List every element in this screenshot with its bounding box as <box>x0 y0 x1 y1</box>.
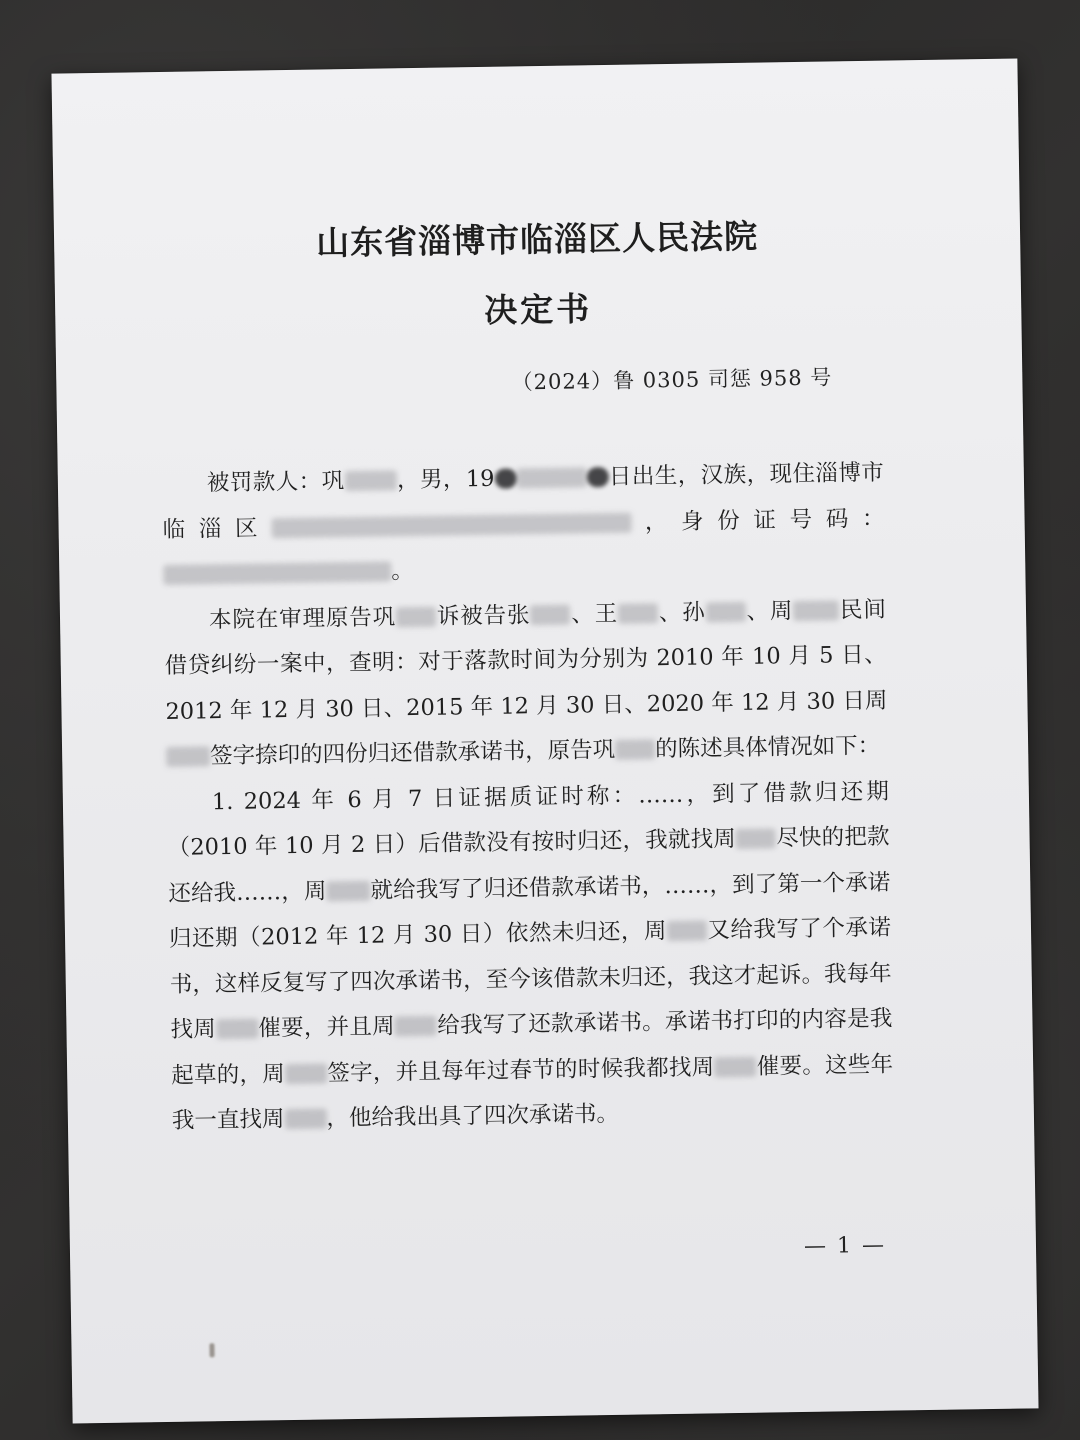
redacted-id-number <box>163 561 391 585</box>
redacted-defendant-name <box>705 601 745 622</box>
redacted-birthdate <box>516 467 586 488</box>
paper-speck <box>209 1343 214 1357</box>
redacted-defendant-name <box>530 604 570 625</box>
document-body <box>162 451 895 1145</box>
redacted-defendant-name <box>284 1108 326 1129</box>
paragraph-case-facts: 本院在审理原告巩 诉被告张 、王 、孙 、周 民间借贷纠纷一案中，查明：对于落款时间为分别为 2010 年 10 月 5 日、2012 年 12 月 30 日、2015 年 12 月 30 日、2020 年 12 月 30 日周签字捺印的四份归还借款承诺书，原告巩 的陈述具体情况如下： <box>164 596 888 770</box>
redacted-defendant-name <box>736 828 776 849</box>
page-number: — 1 — <box>803 1232 887 1259</box>
redacted-plaintiff-name <box>396 606 436 627</box>
redacted-defendant-name <box>166 746 210 767</box>
redacted-defendant-name <box>714 1056 756 1077</box>
redacted-plaintiff-name <box>615 739 655 760</box>
document-paper <box>51 58 1038 1423</box>
redacted-name <box>344 470 396 491</box>
redacted-address <box>271 512 631 538</box>
redacted-defendant-name <box>618 603 658 624</box>
redacted-defendant-name <box>285 1063 327 1084</box>
redacted-birthdate-end <box>586 467 608 487</box>
redacted-birthdate-start <box>494 468 516 488</box>
case-number: （2024）鲁 0305 司惩 958 号 <box>511 365 833 395</box>
redacted-defendant-name <box>793 600 839 621</box>
court-name: 山东省淄博市临淄区人民法院 <box>315 216 759 263</box>
paragraph-penalized-person: 被罚款人：巩 ，男，19 日出生，汉族，现住淄博市临淄区 ，身份证号码：。 <box>162 459 885 585</box>
redacted-defendant-name <box>216 1019 258 1040</box>
redacted-defendant-name <box>667 920 707 941</box>
redacted-defendant-name <box>395 1016 437 1037</box>
redacted-defendant-name <box>326 880 370 901</box>
document-title: 决定书 <box>483 289 593 330</box>
paragraph-statement-1: 1. 2024 年 6 月 7 日证据质证时称：……，到了借款归还期（2010 年 10 月 2 日）后借款没有按时归还，我就找周 尽快的把款还给我……，周 就给我写了归还借款承诺书，……，到了第一个承诺归还期（2012 年 12 月 30 日）依然未归还，周 又给我写了个承诺书，这样反复写了四次承诺书，至今该借款未归还，我这才起诉。我每年找周 催要，并且周 给我写了还款承诺书。承诺书打印的内容是我起草的，周 签字，并且每年过春节的时候我都找周 催要。这些年我一直找周 ，他给我出具了四次承诺书。 <box>167 778 894 1134</box>
